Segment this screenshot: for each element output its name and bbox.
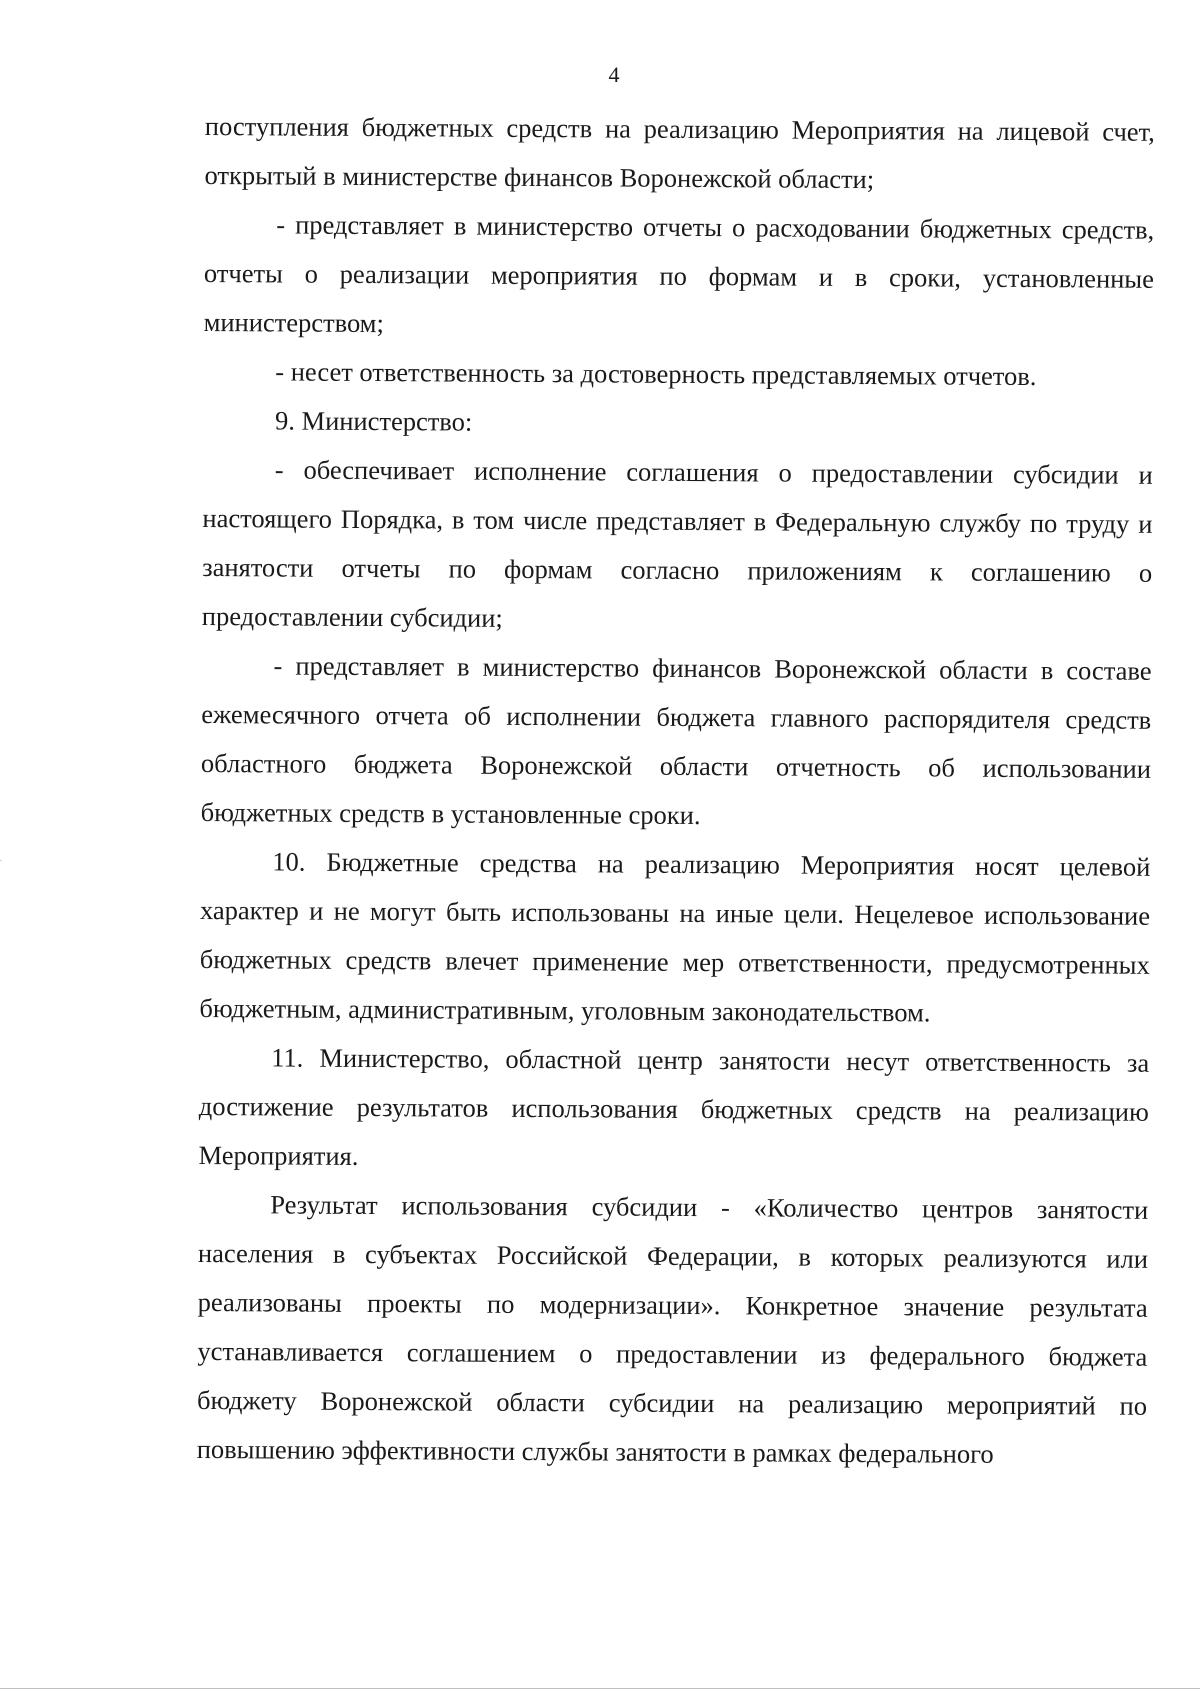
paragraph-reports-to-ministry: - представляет в министерство отчеты о расходовании бюджетных средств, отчеты о реализации мероприятия по формам и в сроки, установленные министерством; [203, 209, 1155, 339]
paragraph-item-11: 11. Министерство, областной центр занятости несут ответственность за достижение результатов использования бюджетных средств на реализацию Мероприятия. [198, 1042, 1150, 1171]
scan-bottom-edge [0, 1688, 1200, 1689]
paragraph-ensures-execution: - обеспечивает исполнение соглашения о предоставлении субсидии и настоящего Порядка, в том числе представляет в Федеральную службу по труду и занятости отчеты по формам согласно приложениям к соглашению о предоставлении субсидии; [201, 454, 1153, 633]
document-body [197, 102, 1155, 1480]
paragraph-item-10: 10. Бюджетные средства на реализацию Мероприятия носят целевой характер и не могут быть использованы на иные цели. Нецелевое использование бюджетных средств влечет применение мер ответственности, предусмотренных бюджетным, административным, уголовным законодательством. [199, 846, 1151, 1028]
paragraph-reports-to-finance: - представляет в министерство финансов Воронежской области в составе ежемесячного отчета об исполнении бюджета главного распорядителя средств областного бюджета Воронежской области отчетность об использовании бюджетных средств в установленные сроки. [200, 650, 1152, 831]
paragraph-subsidy-result: Результат использования субсидии - «Количество центров занятости населения в субъектах Российской Федерации, в которых реализуются или реализованы проекты по модернизации». Конкретное значение результата устанавливается соглашением о предоставлении из федерального бюджета бюджету Воронежской области субсидии на реализацию мероприятий по повышению эффективности службы занятости в рамках федерального [196, 1189, 1149, 1469]
paragraph-item-9-heading: 9. Министерство: [274, 405, 473, 437]
page-number: 4 [608, 62, 620, 87]
paragraph-continuation: поступления бюджетных средств на реализацию Мероприятия на лицевой счет, открытый в министерстве финансов Воронежской области; [204, 110, 1155, 195]
scan-edge-mark [0, 860, 2, 861]
paragraph-responsibility-reports: - несет ответственность за достоверность представляемых отчетов. [275, 356, 1037, 392]
